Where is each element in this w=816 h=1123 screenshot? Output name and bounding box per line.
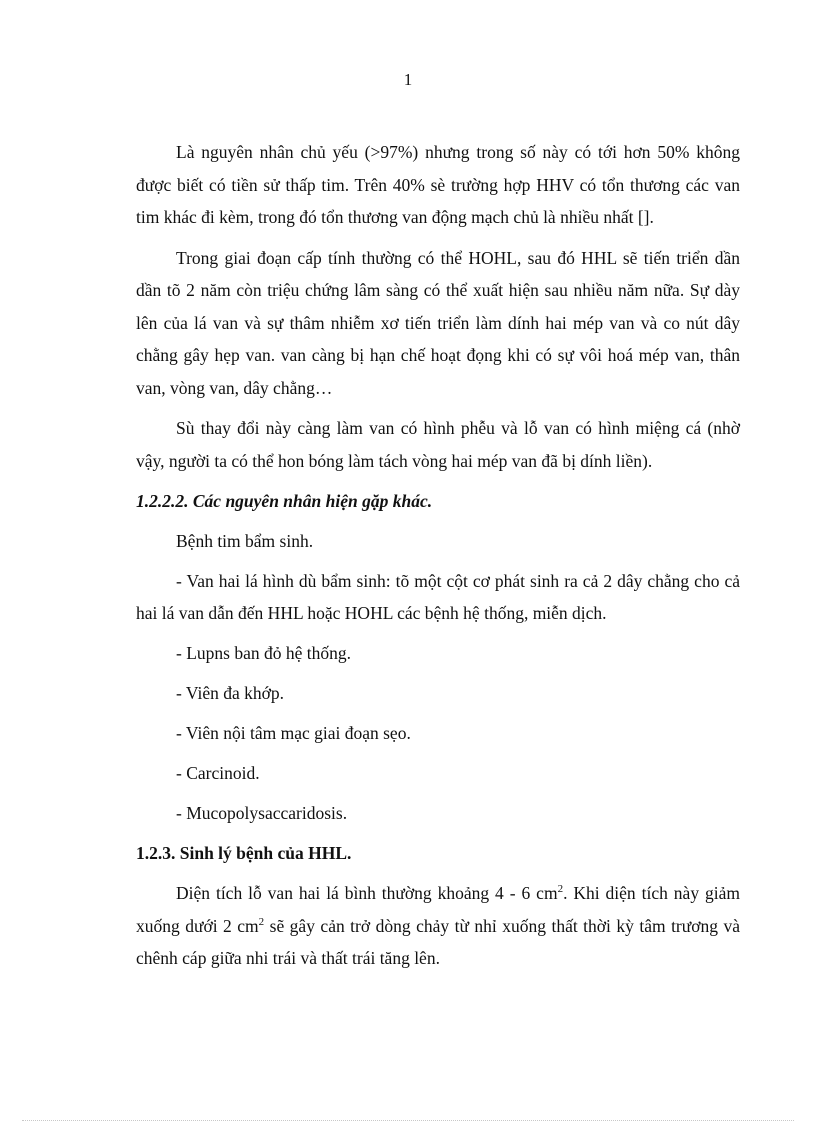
superscript: 2 [258,915,265,928]
text-run: . Khi diện tích này giảm xuống dưới 2 cm [136,883,740,936]
footer-divider [22,1120,794,1121]
list-item: - Viên nội tâm mạc giai đoạn sẹo. [176,723,411,743]
paragraph [136,877,740,975]
page-number: 1 [403,70,413,89]
list-item: - Van hai lá hình dù bẩm sinh: tõ một cột cơ phát sinh ra cả 2 dây chằng cho cả hai lá van dẫn đến HHL hoặc HOHL các bệnh hệ thống, miễn dịch. [136,571,740,623]
paragraph: Là nguyên nhân chủ yếu (>97%) nhưng trong số này có tới hơn 50% không được biết có tiền sử thấp tim. Trên 40% sè trường hợp HHV có tổn thương các van tim khác đi kèm, trong đó tổn thương van động mạch chủ là nhiều nhất []. [136,142,740,227]
document-body [136,136,740,983]
text-run: sẽ gây cản trở dòng chảy từ nhỉ xuống thất thời kỳ tâm trương và chênh cáp giữa nhi trái và thất trái tăng lên. [136,915,740,968]
list-item: - Mucopolysaccaridosis. [176,803,348,823]
list-item: - Carcinoid. [176,763,260,783]
list-item: - Viên đa khớp. [176,683,284,703]
list-item: Bệnh tim bẩm sinh. [176,531,314,551]
section-heading: 1.2.3. Sinh lý bệnh của HHL. [136,843,352,863]
list-item: - Lupns ban đỏ hệ thống. [176,643,351,663]
paragraph: Trong giai đoạn cấp tính thường có thể HOHL, sau đó HHL sẽ tiến triển dần dần tõ 2 năm còn triệu chứng lâm sàng có thể xuất hiện sau nhiều năm nữa. Sự dày lên của lá van và sự thâm nhiễm xơ tiến triển làm dính hai mép van và co nút dây chằng gây hẹp van. van càng bị hạn chế hoạt đọng khi có sự vôi hoá mép van, thân van, vòng van, dây chằng… [136,247,740,398]
text-run: Diện tích lỗ van hai lá bình thường khoảng 4 - 6 cm [176,883,558,903]
paragraph: Sù thay đổi này càng làm van có hình phễu và lỗ van có hình miệng cá (nhờ vậy, người ta có thể hon bóng làm tách vòng hai mép van đã bị dính liền). [136,418,740,471]
superscript: 2 [557,883,564,896]
section-heading: 1.2.2.2. Các nguyên nhân hiện gặp khác. [136,491,433,511]
